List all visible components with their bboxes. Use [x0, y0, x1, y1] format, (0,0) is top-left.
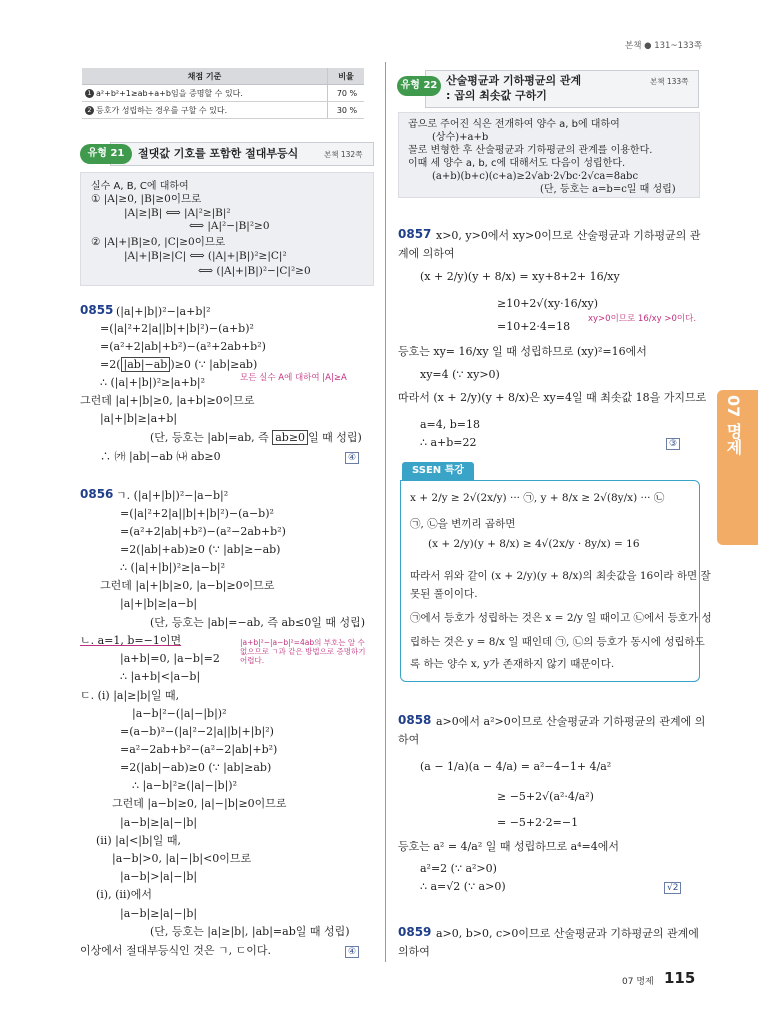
solution-line: a=4, b=18 — [420, 418, 481, 431]
margin-note: xy>0이므로 16/xy >0이다. — [588, 314, 697, 324]
solution-line: ∴ (|a|+|b|)²≥|a−b|² — [120, 561, 225, 574]
solution-line: ∴ |a−b|²≥(|a|−|b|)² — [132, 779, 237, 792]
grading-col-ratio: 비율 — [328, 68, 365, 85]
boxed-blank-na: ab≥0 — [272, 430, 308, 445]
solution-line: 등호는 a² = 4/a² 일 때 성립하므로 a⁴=4에서 — [398, 840, 620, 853]
solution-line: ㄷ. (i) |a|≥|b|일 때, — [80, 689, 180, 702]
column-divider — [385, 62, 386, 962]
problem-number-0855: 0855 — [80, 303, 114, 317]
solution-line: ㄴ. a=1, b=−1이면 — [80, 634, 182, 647]
margin-note: |a+b|²−|a−b|²=4ab의 부호는 알 수 없으므로 ㄱ과 같은 방법으로 증명하기 어렵다. — [240, 638, 366, 665]
grading-table — [82, 68, 364, 119]
grading-col-criteria: 채점 기준 — [82, 68, 328, 85]
solution-line: ∴ (|a|+|b|)²≥|a+b|² — [100, 376, 205, 389]
concept-line: |A|+|B|≥|C| ⟺ (|A|+|B|)²≥|C|² — [124, 250, 287, 262]
solution-line: =(a−b)²−(|a|²−2|a||b|+|b|²) — [120, 725, 274, 738]
solution-line: =2( |ab|−ab )≥0 (∵ |ab|≥ab) — [100, 358, 258, 371]
solution-line: xy=4 (∵ xy>0) — [420, 368, 500, 381]
solution-line: ㄱ. (|a|+|b|)²−|a−b|² — [116, 489, 229, 502]
grading-text: a²+b²+1≥ab+a+b임을 증명할 수 있다. — [96, 88, 243, 98]
solution-line: 그런데 |a|+|b|≥0, |a−b|≥0이므로 — [100, 579, 275, 592]
solution-line: |a+b|=0, |a−b|=2 — [120, 652, 220, 665]
solution-line: |a−b|>|a|−|b| — [120, 870, 198, 883]
answer-0857: ③ — [666, 436, 680, 450]
ssen-badge: SSEN 특강 — [402, 462, 474, 480]
solution-line: a>0, b>0, c>0이므로 산술평균과 기하평균의 관계에 — [436, 927, 699, 940]
solution-line: ∴ a+b=22 — [420, 436, 477, 449]
concept-line: (단, 등호는 a=b=c일 때 성립) — [540, 184, 676, 195]
type21-title: 절댓값 기호를 포함한 절대부등식 — [138, 147, 299, 160]
solution-line: =(a²+2|ab|+b²)−(a²+2ab+b²) — [100, 340, 266, 353]
solution-line: 의하여 — [398, 945, 430, 958]
footer-page-number: 115 — [664, 969, 696, 987]
solution-line: (단, 등호는 |a|≥|b|, |ab|=ab일 때 성립) — [150, 925, 350, 938]
answer-0858: √2 — [664, 880, 681, 894]
solution-line: a>0에서 a²>0이므로 산술평균과 기하평균의 관계에 의 — [436, 715, 706, 728]
solution-line: (a − 1/a)(a − 4/a) = a²−4−1+ 4/a² — [420, 760, 612, 773]
footer-chapter: 07 명제 — [622, 977, 654, 987]
answer-0855: ④ — [345, 450, 359, 464]
concept-line: (상수)+a+b — [432, 132, 489, 143]
solution-line: (단, 등호는 |ab|=ab, 즉 ab≥0 일 때 성립) — [150, 431, 362, 444]
ssen-line: 따라서 위와 같이 (x + 2/y)(y + 8/x)의 최솟값을 16이라 하면 잘 — [410, 570, 711, 582]
problem-number-0856: 0856 — [80, 487, 114, 501]
solution-line: 이상에서 절대부등식인 것은 ㄱ, ㄷ이다. — [80, 944, 271, 957]
type22-subtitle: : 곱의 최솟값 구하기 — [446, 89, 547, 102]
grading-ratio: 30 % — [328, 102, 365, 119]
solution-line: =a²−2ab+b²−(a²−2|ab|+b²) — [120, 743, 278, 756]
type21-badge: 유형 21 — [80, 144, 132, 164]
concept-line: 곱으로 주어진 식은 전개하여 양수 a, b에 대하여 — [408, 119, 620, 130]
solution-line: ∴ ㈎ |ab|−ab ㈏ ab≥0 — [100, 450, 221, 463]
problem-number-0859: 0859 — [398, 925, 432, 939]
solution-line: 그런데 |a−b|≥0, |a|−|b|≥0이므로 — [112, 797, 287, 810]
ssen-line: 록 하는 양수 x, y가 존재하지 않기 때문이다. — [410, 658, 615, 670]
solution-line: 따라서 (x + 2/y)(y + 8/x)은 xy=4일 때 최솟값 18을 가지므로 — [398, 391, 707, 404]
solution-line: =10+2·4=18 — [497, 320, 571, 333]
grading-row — [82, 85, 364, 102]
grading-mark: 1 — [85, 89, 94, 98]
ssen-line: ㉠에서 등호가 성립하는 것은 x = 2/y 일 때이고 ㉡에서 등호가 성 — [410, 612, 712, 624]
solution-line: ∴ a=√2 (∵ a>0) — [420, 880, 506, 893]
problem-number-0857: 0857 — [398, 227, 432, 241]
type22-title: 산술평균과 기하평균의 관계 — [446, 74, 582, 87]
solution-line: =(a²+2|ab|+b²)−(a²−2ab+b²) — [120, 525, 286, 538]
ssen-line: ㉠, ㉡을 변끼리 곱하면 — [410, 518, 516, 530]
concept-line: |A|≥|B| ⟺ |A|²≥|B|² — [124, 207, 231, 219]
concept-line: (a+b)(b+c)(c+a)≥2√ab·2√bc·2√ca=8abc — [432, 171, 639, 182]
solution-line: (i), (ii)에서 — [96, 888, 152, 901]
ssen-line: 립하는 것은 y = 8/x 일 때인데 ㉠, ㉡의 등호가 동시에 성립하도 — [410, 636, 705, 648]
margin-note: 모든 실수 A에 대하여 |A|≥A — [240, 373, 347, 383]
concept-line: 꼴로 변형한 후 산술평균과 기하평균의 관계를 이용한다. — [408, 145, 653, 156]
ssen-line: (x + 2/y)(y + 8/x) ≥ 4√(2x/y · 8y/x) = 16 — [428, 538, 640, 550]
concept-line: ⟺ (|A|+|B|)²−|C|²≥0 — [198, 265, 311, 277]
ssen-line: x + 2/y ≥ 2√(2x/y) ··· ㉠, y + 8/x ≥ 2√(8y/x) ··· ㉡ — [410, 492, 665, 504]
solution-line: 등호는 xy= 16/xy 일 때 성립하므로 (xy)²=16에서 — [398, 345, 647, 358]
concept-line: ② |A|+|B|≥0, |C|≥0이므로 — [91, 236, 226, 248]
solution-line: 그런데 |a|+|b|≥0, |a+b|≥0이므로 — [80, 394, 255, 407]
solution-line: (ii) |a|<|b|일 때, — [96, 834, 182, 847]
solution-line: |a|+|b|≥|a−b| — [120, 597, 198, 610]
solution-line: |a−b|≥|a|−|b| — [120, 816, 198, 829]
solution-line: = −5+2·2=−1 — [497, 816, 579, 829]
boxed-blank-ga: |ab|−ab — [121, 357, 171, 372]
grading-text: 등호가 성립하는 경우를 구할 수 있다. — [96, 105, 228, 115]
solution-line: x>0, y>0에서 xy>0이므로 산술평균과 기하평균의 관 — [436, 229, 701, 242]
type22-badge: 유형 22 — [397, 76, 441, 96]
concept-line: 실수 A, B, C에 대하여 — [91, 181, 189, 192]
solution-line: ≥10+2√(xy·16/xy) — [497, 297, 599, 310]
grading-ratio: 70 % — [328, 85, 365, 102]
type22-ref: 본책 133쪽 — [650, 77, 689, 86]
problem-number-0858: 0858 — [398, 713, 432, 727]
solution-line: ≥ −5+2√(a²·4/a²) — [497, 790, 594, 803]
answer-0856: ④ — [345, 944, 359, 958]
solution-line: 하여 — [398, 733, 420, 746]
solution-line: (x + 2/y)(y + 8/x) = xy+8+2+ 16/xy — [420, 270, 620, 283]
solution-line: |a|+|b|≥|a+b| — [100, 412, 178, 425]
ssen-line: 못된 풀이이다. — [410, 588, 478, 600]
solution-line: =2(|ab|+ab)≥0 (∵ |ab|≥−ab) — [120, 543, 281, 556]
solution-line: |a−b|≥|a|−|b| — [120, 907, 198, 920]
solution-line: (|a|+|b|)²−|a+b|² — [116, 305, 211, 318]
solution-line: a²=2 (∵ a²>0) — [420, 862, 497, 875]
grading-row — [82, 102, 364, 119]
solution-line: =(|a|²+2|a||b|+|b|²)−(a−b)² — [120, 507, 274, 520]
concept-line: ① |A|≥0, |B|≥0이므로 — [91, 193, 202, 205]
solution-line: ∴ |a+b|<|a−b| — [120, 670, 201, 683]
solution-line: =(|a|²+2|a||b|+|b|²)−(a+b)² — [100, 322, 254, 335]
solution-line: =2(|ab|−ab)≥0 (∵ |ab|≥ab) — [120, 761, 272, 774]
header-page-ref: 본책 ● 131~133쪽 — [625, 41, 703, 51]
solution-line: |a−b|>0, |a|−|b|<0이므로 — [112, 852, 252, 865]
solution-line: 계에 의하여 — [398, 247, 455, 260]
grading-mark: 2 — [85, 106, 94, 115]
concept-line: ⟺ |A|²−|B|²≥0 — [189, 220, 270, 232]
type21-ref: 본책 132쪽 — [324, 150, 363, 159]
concept-line: 이때 세 양수 a, b, c에 대해서도 다음이 성립한다. — [408, 158, 626, 169]
solution-line: (단, 등호는 |ab|=−ab, 즉 ab≤0일 때 성립) — [150, 616, 366, 629]
solution-line: |a−b|²−(|a|−|b|)² — [132, 707, 227, 720]
chapter-side-tab-label: 07 명제 — [724, 395, 743, 455]
